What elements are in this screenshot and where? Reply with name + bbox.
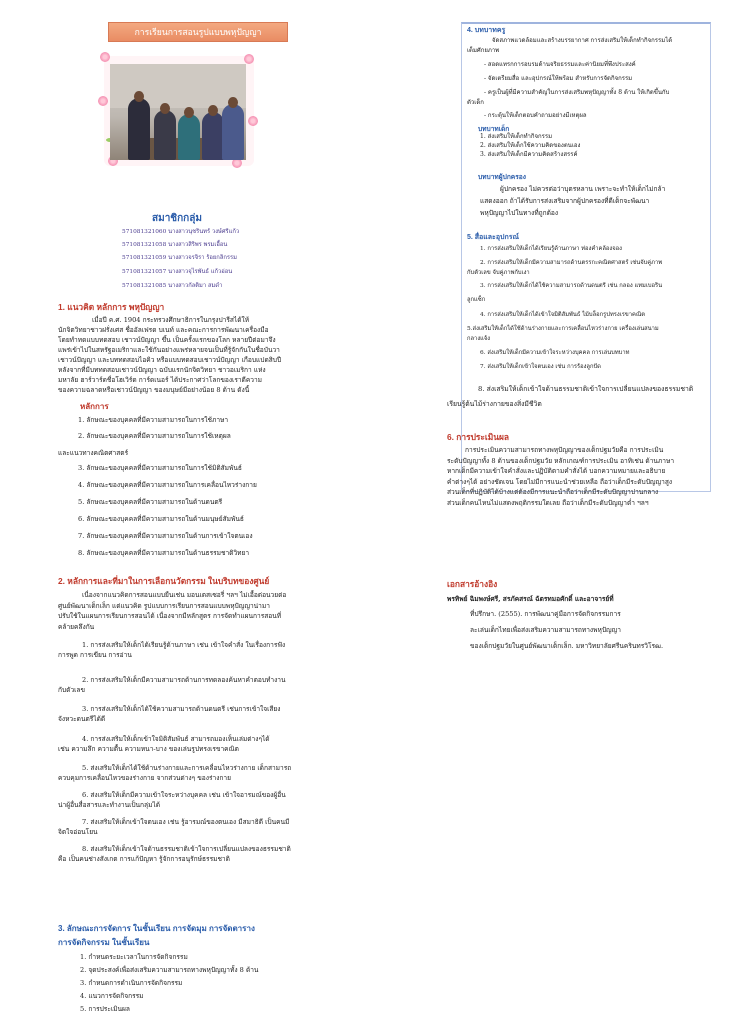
- section-6-paragraph: การประเมินความสามารถทางพหุปัญญาของเด็กปฐมวัยคือ การประเมิน ระดับปัญญาทั้ง 8 ด้านของเด็กปฐมวัย หลักเกณฑ์การประเมิน อาทิเช่น ด้านภาษา หากเด็กมีความเข้าใจคำสั่งและปฏิบัติตามคำสั่งได้ บอกความหมายและอธิบาย คำต่างๆได้ อย่างชัดเจน โดยไม่มีการแนะนำช่วยเหลือ ถือว่าเด็กมีระดับปัญญาสูง ส่วนเด็กที่ปฏิบัติได้บ้างแต่ต้องมีการแนะนำถือว่าเด็กมีระดับปัญญาปานกลาง ส่วนเด็กคนไหนไม่แสดงพฤติกรรมใดเลย ถือว่าเด็กมีระดับปัญญาต่ำ ฯลฯ: [447, 446, 675, 507]
- section-2-item: 6. ส่งเสริมให้เด็กมีความเข้าใจระหว่างบุคคล เช่น เข้าใจอารมณ์ของผู้อื่น น่าผู้อื่นสื่อสารและทำงานเป็นกลุ่มได้: [58, 791, 286, 809]
- parent-role-paragraph: พหุปัญญาไปในทางที่ถูกต้อง: [480, 209, 559, 217]
- child-role-heading: บทบาทเด็ก: [478, 126, 510, 133]
- parent-role-heading: บทบาทผู้ปกครอง: [478, 174, 526, 181]
- principle-item: 3. ลักษณะของบุคคลที่มีความสามารถในการใช้มิติสัมพันธ์: [78, 464, 242, 472]
- section-5-heading: 5. สื่อและอุปกรณ์: [467, 234, 519, 241]
- teacher-bullet: - จัดเตรียมสื่อ และอุปกรณ์ให้พร้อม สำหรับการจัดกิจกรรม: [484, 75, 633, 82]
- principle-item: 8. ลักษณะของบุคคลที่มีความสามารถในด้านธรรมชาติวิทยา: [78, 549, 250, 557]
- section-2-heading: 2. หลักการและที่มาในการเลือกนวัตกรรม ในบริบทของศูนย์: [58, 576, 270, 586]
- section-2-item: 2. การส่งเสริมให้เด็กมีความสามารถด้านการทดลองค้นหาคำตอบทำงาน กับตัวเลข: [58, 676, 286, 694]
- member-item: 571081321060 นางสาวนุชรินทร์ วงษ์ศรีแก้ว: [122, 229, 240, 235]
- section-2-item: 8. ส่งเสริมให้เด็กเข้าใจด้านธรรมชาติเข้าใจการเปลี่ยนแปลงของธรรมชาติ คือ เป็นคนช่างสังเกต การแก้ปัญหา รู้จักการอนุรักษ์ธรรมชาติ: [58, 845, 291, 863]
- section-3-item: 2. จุดประสงค์เพื่อส่งเสริมความสามารถทางพหุปัญญาทั้ง 8 ด้าน: [80, 966, 259, 974]
- principle-item: 7. ลักษณะของบุคคลที่มีความสามารถในด้านการเข้าใจตนเอง: [78, 532, 253, 540]
- media-item: 6. ส่งเสริมให้เด็กมีความเข้าใจระหว่างบุคคล การเล่นบทบาท: [480, 350, 630, 356]
- member-item: 571081321085 นางสาวกัลติมา สมดำ: [122, 283, 223, 289]
- section-1-heading: 1. แนวคิด หลักการ พหุปัญญา: [58, 302, 165, 312]
- reference-line: ของเด็กปฐมวัยในศูนย์พัฒนาเด็กเล็ก. มหาวิทยาลัยศรีนครินทรวิโรฒ.: [470, 642, 664, 650]
- section-2-item: 7. ส่งเสริมให้เด็กเข้าใจตนเอง เช่น รู้อารมณ์ของตนเอง มีสมาธิดี เป็นคนมี จิตใจอ่อนโยน: [58, 818, 290, 836]
- parent-role-paragraph: ผู้ปกครอง ไม่ควรต่อว่าบุตรหลาน เพราะจะทำให้เด็กไม่กล้า: [500, 185, 666, 193]
- references-heading: เอกสารอ้างอิง: [447, 579, 498, 589]
- section-3-item: 5. การประเมินผล: [80, 1005, 130, 1013]
- section-4-paragraph: จัดสภาพแวดล้อมและสร้างบรรยากาศ การส่งเสริมให้เด็กทำกิจกรรมได้: [492, 37, 673, 44]
- section-4-paragraph: เต็มศักยภาพ: [467, 47, 500, 54]
- member-item: 571081321058 นางสาวสิริพร พรมเอื้อน: [122, 242, 228, 248]
- media-item: กลางแจ้ง: [467, 336, 491, 342]
- media-item: 4. การส่งเสริมให้เด็กได้เข้าใจมิติสัมพันธ์ ไม้บล็อกรูปทรงเรขาคณิต: [480, 312, 646, 318]
- group-photo: [110, 64, 246, 160]
- section-3-heading: 3. ลักษณะการจัดการ ในชั้นเรียน การจัดมุม การจัดตาราง: [58, 924, 255, 933]
- section-2-item: 4. การส่งเสริมให้เด็กเข้าใจมิติสัมพันธ์ สามารถมองเห็นเล่มต่างๆได้ เช่น ความลึก ความตื้น ความหนา-บาง ของเล่นรูปทรงเรขาคณิต: [58, 735, 270, 753]
- media-item: ลูกแซ็ก: [467, 297, 486, 303]
- media-item: 3. การส่งเสริมให้เด็กได้ใช้ความสามารถด้านดนตรี เช่น กลอง แทมเบอริน: [480, 283, 663, 289]
- teacher-bullet: ตัวเด็ก: [467, 99, 484, 106]
- member-item: 571081321059 นางสาวจรจิรา ร้อยกลิกรรม: [122, 255, 237, 261]
- principle-item: 1. ลักษณะของบุคคลที่มีความสามารถในการใช้ภาษา: [78, 416, 229, 424]
- reference-line: ละเล่นเด็กไทยเพื่อส่งเสริมความสามารถทางพหุปัญญา: [470, 626, 621, 634]
- section-2-paragraph: เนื่องจากแนวคิดการสอนแบบยืนเช่น มอนเตสเซอรี่ ฯลฯ ไม่เอื้อต่อนวยต่อ ศูนย์พัฒนาเด็กเล็ก แต่แนวคิด รูปแบบการเรียนการสอนแบบพหุปัญญาน่ามา ปรับใช้ในแผนการเรียนการสอนได้ เนื่องจากมีหลักสูตร การจัดทำแผนการสอนที่ คล้ายคลึงกัน: [58, 591, 287, 631]
- reference-authors: พรทิพย์ ฉิมพงษ์ศรี, สรภัคสรณ์ ฉัตรทมอศักดิ์ และอาจารย์ที่: [447, 595, 614, 603]
- section-6-heading: 6. การประเมินผล: [447, 432, 510, 442]
- section-2-item: 3. การส่งเสริมให้เด็กได้ใช้ความสามารถด้านดนตรี เช่นการเข้าใจเสียง จังหวะดนตรีได้ดี: [58, 705, 281, 723]
- reference-line: ที่ปรึกษา. (2555). การพัฒนาคู่มือการจัดกิจกรรมการ: [470, 610, 621, 618]
- media-item: 5.ส่งเสริมให้เด็กได้ใช้ด้านร่างกายและการเคลื่อนไหวร่างกาย เครื่องเล่นสนาม: [467, 326, 659, 332]
- principle-item: 6. ลักษณะของบุคคลที่มีความสามารถในด้านมนุษย์สัมพันธ์: [78, 515, 244, 523]
- child-role-item: 2. ส่งเสริมให้เด็กใช้ความคิดของตนเอง: [480, 142, 581, 149]
- parent-role-paragraph: แสดงออก ถ้าได้รับการส่งเสริมจากผู้ปกครองที่ดีเด็กจะพัฒนา: [480, 197, 650, 205]
- media-item: 7. ส่งเสริมให้เด็กเข้าใจตนเอง เช่น การร้องลูกปัด: [480, 364, 601, 370]
- nature-item: เรียนรู้ต้นไม้ร่างกายของสิ่งมีชีวิต: [447, 400, 542, 408]
- principle-item: 4. ลักษณะของบุคคลที่มีความสามารถในการเคลื่อนไหวร่างกาย: [78, 481, 257, 489]
- media-item: 1. การส่งเสริมให้เด็กได้เรียนรู้ด้านภาษา ท่องคำคล้องจอง: [480, 246, 622, 252]
- teacher-bullet: - ครูเป็นผู้ที่มีความสำคัญในการส่งเสริมพหุปัญญาทั้ง 8 ด้าน ให้เกิดขึ้นกับ: [484, 89, 670, 96]
- page-title: การเรียนการสอนรูปแบบพหุปัญญา: [108, 22, 288, 42]
- child-role-item: 1. ส่งเสริมให้เด็กทำกิจกรรม: [480, 133, 553, 140]
- teacher-bullet: - กระตุ้นให้เด็กตอบคำถามอย่างมีเหตุผล: [484, 112, 587, 119]
- nature-item: 8. ส่งเสริมให้เด็กเข้าใจด้านธรรมชาติเข้าใจการเปลี่ยนแปลงของธรรมชาติ: [478, 385, 694, 393]
- section-3-item: 4. แนวการจัดกิจกรรม: [80, 992, 144, 1000]
- principle-item: 2. ลักษณะของบุคคลที่มีความสามารถในการใช้เหตุผล: [78, 432, 231, 440]
- principle-item: และแนวทางคณิตศาสตร์: [58, 449, 129, 457]
- section-1-paragraph: เมื่อปี ค.ศ. 1904 กระทรวงศึกษาธิการในกรุงปารีสได้ให้ นักจิตวิทยาชาวฝรั่งเศส ชื่ออัลเฟรด บเนท์ และคณะการการพัฒนาเครื่องมือ โดยทำทดแบบทดสอบ เชาวน์ปัญญา ขึ้น เป็นครั้งแรกของโลก หลายปีต่อมาจึง แพร่เข้าไปในสหรัฐอเมริกาและใช้กันอย่างแพร่หลายจนเป็นที่รู้จักกันในชื่อบันวา เชาวน์ปัญญา และบททดสอบไอคิว หรือแบบทดสอบเชาวน์ปัญญา เกือบแปดสิบปี หลังจากที่มีบททดสอบเชาวน์ปัญญา ฉบับแรกนักจิตวิทยา ชาวอเมริกา แห่ง มหาลัย ฮาร์วาร์ดชื่อโฮเวิร์ด การ์ดเนอร์ ได้ประกาศว่าโลกของเราตีความ ของความฉลาดหรือเชาวน์ปัญญา ของมนุษย์มีอย่างน้อย 8 ด้าน ดังนี้: [58, 316, 282, 394]
- media-item: กับตัวเลข จับคู่ภาพกับเงา: [467, 270, 530, 276]
- section-2-item: 5. ส่งเสริมให้เด็กได้ใช้ด้านร่างกายและการเคลื่อนไหวร่างกาย เด็กสามารถ ควบคุมการเคลื่อนไหวของร่างกาย จากส่วนต่างๆ ของร่างกาย: [58, 764, 292, 782]
- section-2-item: 1. การส่งเสริมให้เด็กได้เรียนรู้ด้านภาษา เช่น เข้าใจคำสั่ง ในเรื่องการฟัง การพูด การเขียน การอ่าน: [58, 641, 286, 659]
- child-role-item: 3. ส่งเสริมให้เด็กมีความคิดสร้างสรรค์: [480, 151, 578, 158]
- section-3-item: 3. กำหนดการดำเนินการจัดกิจกรรม: [80, 979, 183, 987]
- section-3-item: 1. กำหนดระยะเวลาในการจัดกิจกรรม: [80, 953, 188, 961]
- section-3-heading: การจัดกิจกรรม ในชั้นเรียน: [58, 938, 150, 947]
- media-item: 2. การส่งเสริมให้เด็กมีความสามารถด้านตรรกะคณิตศาสตร์ เช่นจับคู่ภาพ: [480, 260, 663, 266]
- principle-item: 5. ลักษณะของบุคคลที่มีความสามารถในด้านดนตรี: [78, 498, 223, 506]
- member-item: 571081321057 นางสาวจุไรพันธ์ แก้วอ่อน: [122, 269, 233, 275]
- teacher-bullet: - สอดแทรกการอบรมด้านจริยธรรมและค่านิยมที่พึงประสงค์: [484, 61, 636, 68]
- principles-heading: หลักการ: [80, 402, 109, 411]
- members-heading: สมาชิกกลุ่ม: [152, 213, 202, 224]
- section-4-heading: 4. บทบาทครู: [467, 27, 506, 34]
